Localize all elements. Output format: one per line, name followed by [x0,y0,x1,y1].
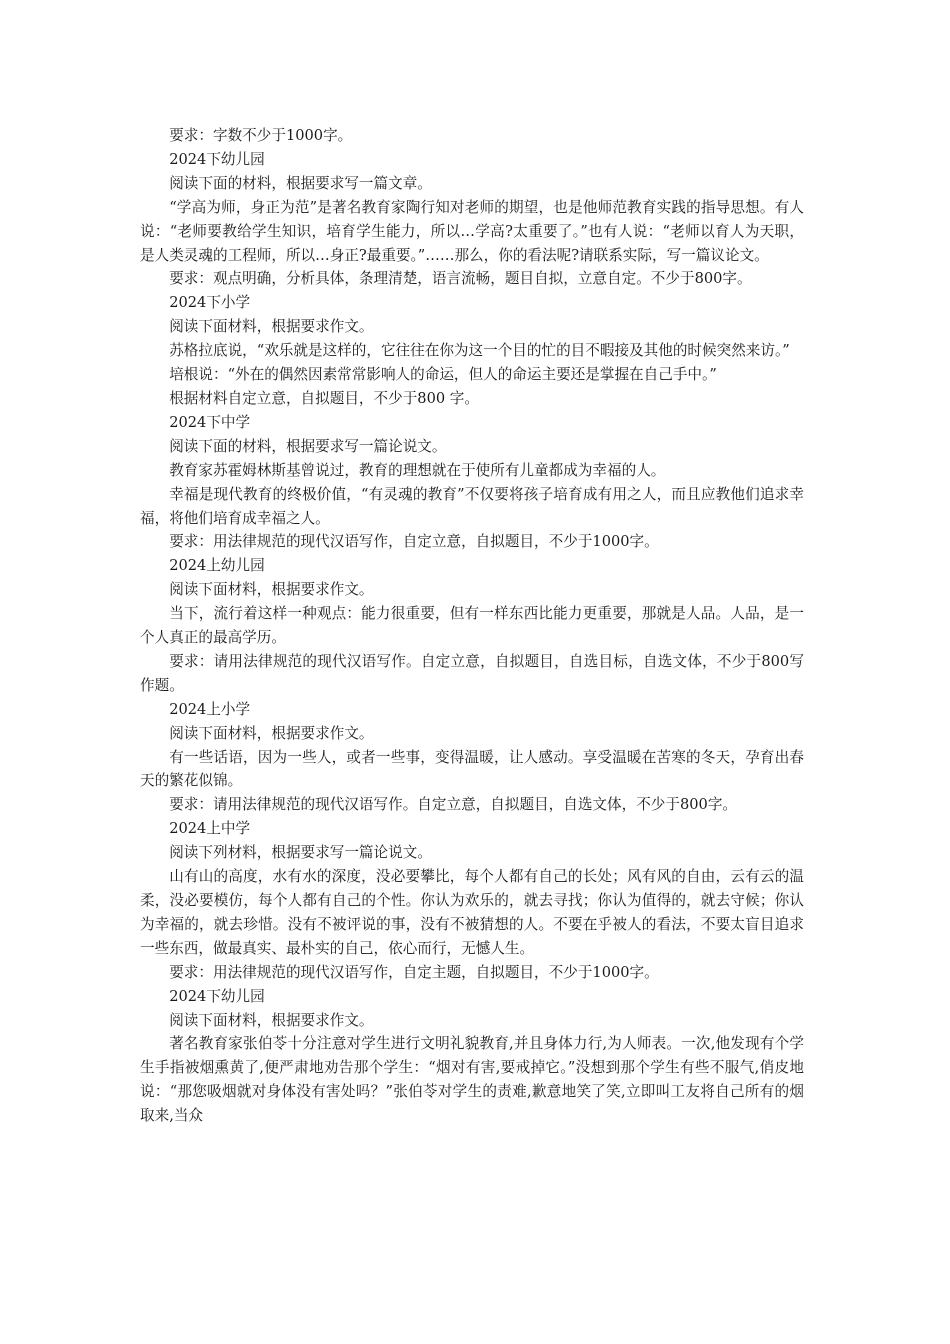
section-heading: 2024上幼儿园 [169,557,265,575]
paragraph: 要求：用法律规范的现代汉语写作，自定主题，自拟题目，不少于1000字。 [169,963,659,981]
paragraph: 要求：请用法律规范的现代汉语写作。自定立意，自拟题目，自选文体，不少于800字。 [169,796,738,814]
paragraph: 苏格拉底说，“欢乐就是这样的，它往往在你为这一个目的忙的目不暇接及其他的时候突然来访。” [169,342,790,360]
paragraph: 山有山的高度，水有水的深度，没必要攀比，每个人都有自己的长处；风有风的自由，云有云的温柔，没必要模仿，每个人都有自己的个性。你认为欢乐的，就去寻找；你认为值得的，就去守候；你认为幸福的，就去珍惜。没有不被评说的事，没有不被猜想的人。不要在乎被人的看法，不要太盲目追求一些东西，做最真实、最朴实的自己，依心而行，无憾人生。 [140,868,804,957]
section-heading: 2024下小学 [169,294,251,312]
paragraph: 幸福是现代教育的终极价值，“有灵魂的教育”不仅要将孩子培育成有用之人，而且应教他们追求幸福，将他们培育成幸福之人。 [140,485,804,527]
section-heading: 2024下中学 [169,413,251,431]
paragraph: “学高为师，身正为范”是著名教育家陶行知对老师的期望，也是他师范教育实践的指导思想。有人说：“老师要教给学生知识，培育学生能力，所以…学高?太重要了。”也有人说：“老师以育人为天职，是人类灵魂的工程师，所以…身正?最重要。”……那么，你的看法呢?请联系实际，写一篇议论文。 [140,198,804,264]
paragraph: 阅读下面材料，根据要求作文。 [169,581,374,599]
section-heading: 2024下幼儿园 [169,150,265,168]
paragraph: 阅读下面材料，根据要求作文。 [169,318,374,336]
paragraph: 当下，流行着这样一种观点：能力很重要，但有一样东西比能力更重要，那就是人品。人品，是一个人真正的最高学历。 [140,605,804,647]
paragraph: 根据材料自定立意，自拟题目，不少于800 字。 [169,389,479,407]
paragraph: 培根说：“外在的偶然因素常常影响人的命运，但人的命运主要还是掌握在自己手中。” [169,366,717,384]
section-heading: 2024上中学 [169,820,251,838]
paragraph: 有一些话语，因为一些人，或者一些事，变得温暖，让人感动。享受温暖在苦寒的冬天，孕育出春天的繁花似锦。 [140,748,804,790]
paragraph: 要求：请用法律规范的现代汉语写作。自定立意，自拟题目，自选目标，自选文体，不少于800写作题。 [140,652,804,694]
document-body [140,124,804,1128]
paragraph: 教育家苏霍姆林斯基曾说过，教育的理想就在于使所有儿童都成为幸福的人。 [169,461,666,479]
section-heading: 2024下幼儿园 [169,987,265,1005]
paragraph: 要求：用法律规范的现代汉语写作，自定立意，自拟题目，不少于1000字。 [169,533,659,551]
paragraph: 阅读下面的材料，根据要求写一篇文章。 [169,174,432,192]
paragraph: 要求：观点明确，分析具体，条理清楚，语言流畅，题目自拟，立意自定。不少于800字。 [169,270,752,288]
paragraph: 要求：字数不少于1000字。 [169,127,353,144]
section-heading: 2024上小学 [169,700,251,718]
paragraph: 阅读下面材料，根据要求作文。 [169,724,374,742]
paragraph: 阅读下面的材料，根据要求写一篇论说文。 [169,437,447,455]
paragraph: 阅读下面材料，根据要求作文。 [169,1011,374,1029]
paragraph: 阅读下列材料，根据要求写一篇论说文。 [169,844,432,862]
paragraph: 著名教育家张伯苓十分注意对学生进行文明礼貌教育,并且身体力行,为人师表。一次,他发现有个学生手指被烟熏黄了,便严肃地劝告那个学生：“烟对有害,要戒掉它。”没想到那个学生有些不服气,俏皮地说：“那您吸烟就对身体没有害处吗？”张伯苓对学生的责难,歉意地笑了笑,立即叫工友将自己所有的烟取来,当众 [140,1035,804,1125]
